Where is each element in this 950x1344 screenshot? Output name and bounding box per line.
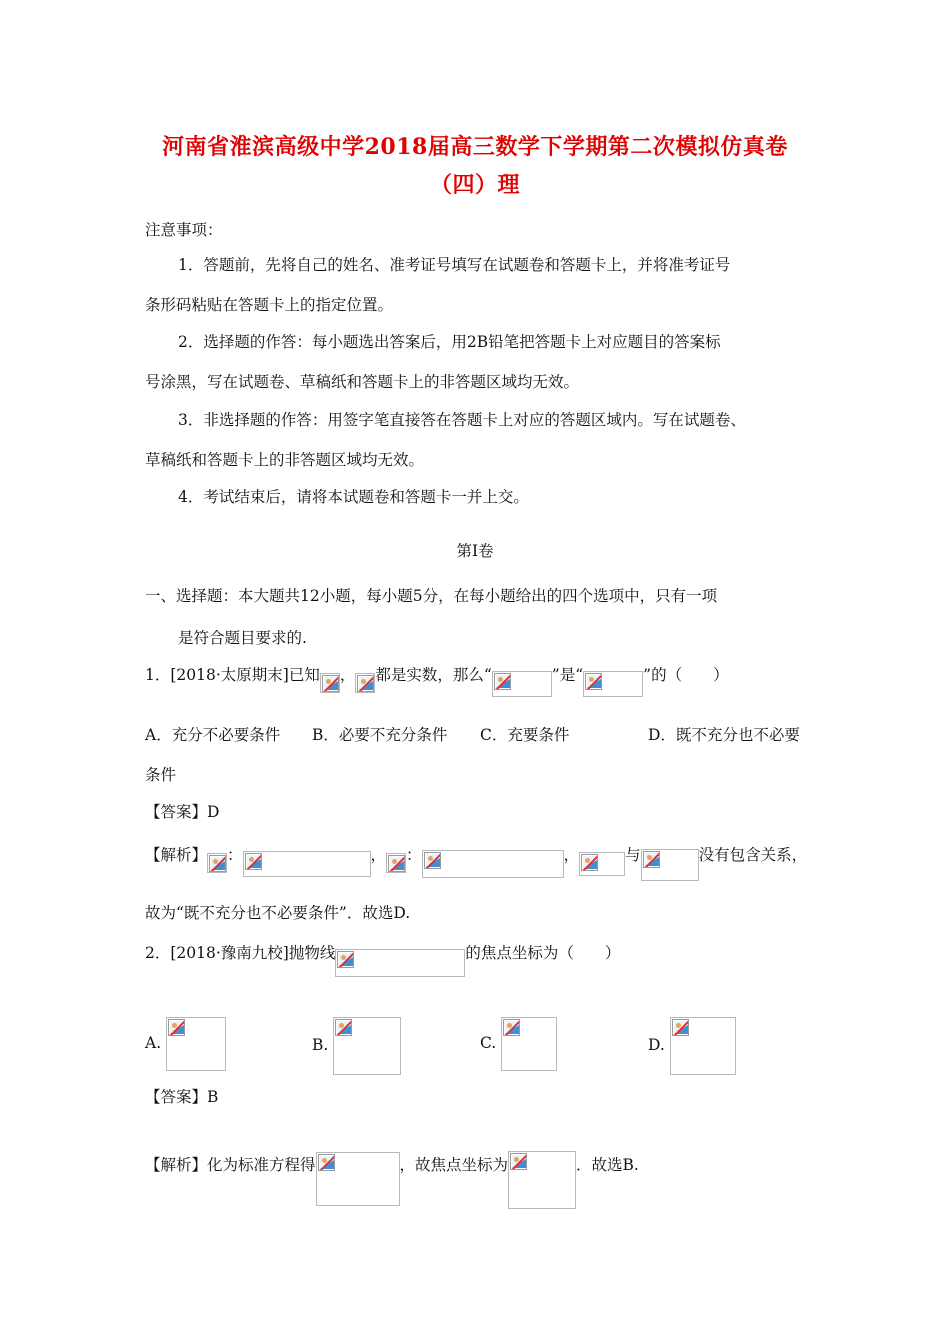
formula-image-icon	[333, 1017, 401, 1075]
q1-separator-1: ，	[370, 846, 387, 864]
q1-conclusion: 故为“既不充分也不必要条件”．故选D.	[145, 904, 411, 922]
q1-option-c: C．充要条件	[480, 726, 570, 744]
notice-item-2-cont: 号涂黑，写在试题卷、草稿纸和答题卡上的非答题区域均无效。	[145, 373, 580, 391]
q1-suffix: ”的（ ）	[643, 666, 729, 684]
notice-item-1: 1．答题前，先将自己的姓名、准考证号填写在试题卷和答题卡上，并将准考证号	[178, 256, 731, 274]
q2-option-b-label: B.	[312, 1036, 329, 1054]
q1-option-d-cont: 条件	[145, 766, 177, 784]
formula-image-icon	[243, 851, 371, 877]
q2-option-a-label: A.	[145, 1034, 162, 1052]
q1-analysis	[145, 840, 807, 872]
q1-option-d: D．既不充分也不必要	[648, 726, 800, 744]
q1-mid-2: ”是“	[551, 666, 584, 684]
formula-image-icon	[579, 852, 625, 876]
q1-mid-1: 都是实数，那么“	[375, 666, 492, 684]
q2-option-b	[312, 1017, 401, 1075]
formula-image-icon	[320, 673, 340, 693]
q1-with: 与	[625, 846, 641, 864]
q2-option-c-label: C.	[480, 1034, 497, 1052]
formula-image-icon	[355, 673, 375, 693]
notice-item-3: 3．非选择题的作答：用签字笔直接答在答题卡上对应的答题区域内。写在试题卷、	[178, 411, 746, 429]
volume-heading: 第Ⅰ卷	[456, 542, 494, 560]
formula-image-icon	[316, 1152, 400, 1206]
q2-suffix: 的焦点坐标为（ ）	[465, 944, 621, 962]
notice-item-1-cont: 条形码粘贴在答题卡上的指定位置。	[145, 296, 394, 314]
notice-item-2: 2．选择题的作答：每小题选出答案后，用2B铅笔把答题卡上对应题目的答案标	[178, 333, 721, 351]
q2-option-a	[145, 1017, 226, 1071]
formula-image-icon	[583, 671, 643, 697]
formula-image-icon	[166, 1017, 226, 1071]
formula-image-icon	[670, 1017, 736, 1075]
q2-analysis	[145, 1137, 639, 1195]
q1-colon-2: ：	[406, 846, 422, 864]
q2-analysis-c: ．故选B.	[576, 1156, 639, 1174]
formula-image-icon	[335, 949, 465, 977]
q2-option-d-label: D.	[648, 1036, 665, 1054]
q2-answer: 【答案】B	[145, 1088, 219, 1106]
notice-heading: 注意事项：	[145, 221, 223, 239]
section-intro-cont: 是符合题目要求的.	[178, 629, 307, 647]
document-title-line-2: （四）理	[429, 172, 520, 198]
formula-image-icon	[501, 1017, 557, 1071]
formula-image-icon	[422, 850, 564, 878]
q1-analysis-tag: 【解析】	[145, 846, 208, 864]
formula-image-icon	[641, 849, 699, 881]
q1-answer: 【答案】D	[145, 803, 220, 821]
document-title-line-1: 河南省淮滨高级中学2018届高三数学下学期第二次模拟仿真卷	[162, 134, 788, 160]
q1-option-b: B．必要不充分条件	[312, 726, 448, 744]
q2-analysis-b: ，故焦点坐标为	[399, 1156, 509, 1174]
q2-analysis-a: 【解析】化为标准方程得	[145, 1156, 316, 1174]
q1-prefix: 1．[2018·太原期末]已知	[145, 666, 320, 684]
q1-comma: ，	[339, 666, 356, 684]
q1-option-a: A．充分不必要条件	[145, 726, 281, 744]
q2-stem	[145, 940, 620, 968]
q2-option-c	[480, 1017, 557, 1071]
notice-item-4: 4．考试结束后，请将本试题卷和答题卡一并上交。	[178, 488, 529, 506]
q1-colon-1: ：	[227, 846, 243, 864]
formula-image-icon	[492, 671, 552, 697]
formula-image-icon	[508, 1151, 576, 1209]
formula-image-icon	[386, 853, 406, 873]
notice-item-3-cont: 草稿纸和答题卡上的非答题区域均无效。	[145, 451, 425, 469]
q1-relation: 没有包含关系，	[698, 846, 808, 864]
q1-stem	[145, 663, 729, 689]
section-intro: 一、选择题：本大题共12小题，每小题5分，在每小题给出的四个选项中，只有一项	[145, 587, 718, 605]
q2-option-d	[648, 1017, 736, 1075]
formula-image-icon	[207, 853, 227, 873]
q2-prefix: 2．[2018·豫南九校]抛物线	[145, 944, 336, 962]
q1-separator-2: ，	[563, 846, 580, 864]
